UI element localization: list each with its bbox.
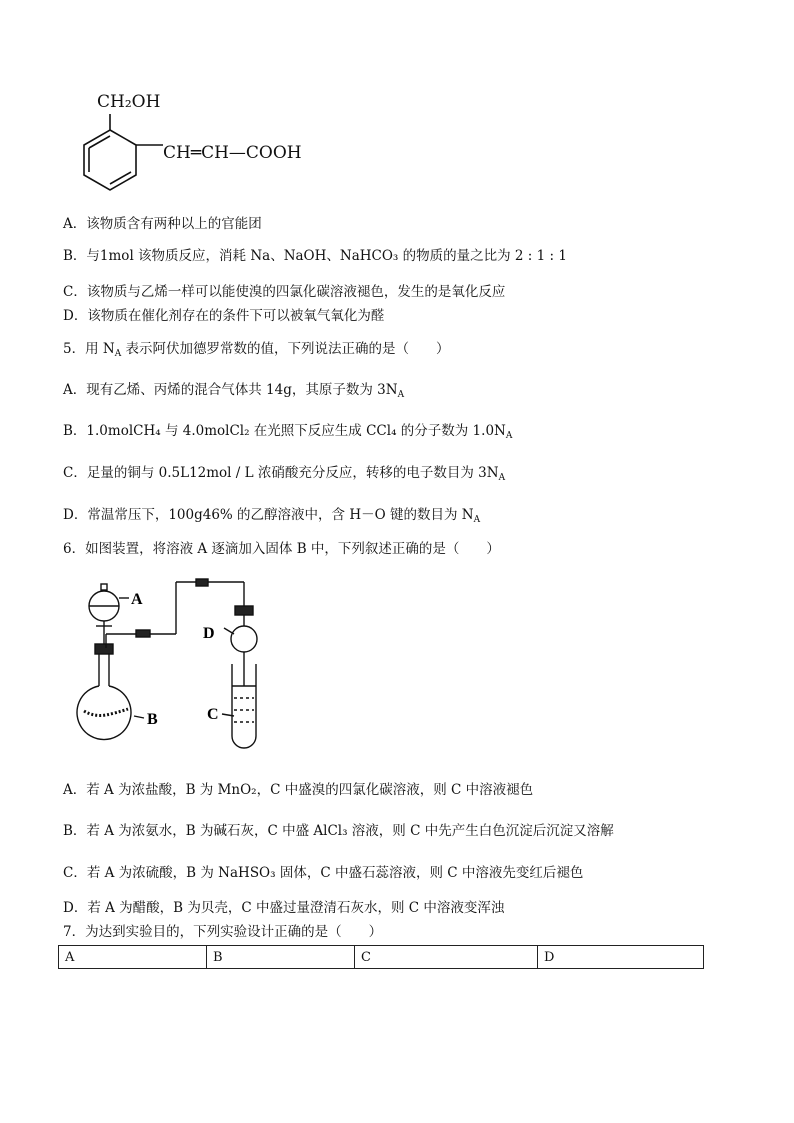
- q7-answer-table: [58, 945, 704, 969]
- q5-option-a: A．现有乙烯、丙烯的混合气体共 14g，其原子数为 $3N_A$: [63, 382, 405, 400]
- q6-option-a: A．若 A 为浓盐酸，B 为 MnO₂，C 中盛溴的四氯化碳溶液，则 C 中溶液褪色: [63, 782, 534, 798]
- q6-option-d: D．若 A 为醋酸，B 为贝壳，C 中盛过量澄清石灰水，则 C 中溶液变浑浊: [63, 900, 505, 916]
- table-header-b: B: [207, 946, 355, 969]
- q5-option-c: C．足量的铜与 0.5L12mol / L 浓硝酸充分反应，转移的电子数目为 $3N_A$: [63, 465, 506, 483]
- q4-option-b: B．与1mol 该物质反应，消耗 Na、NaOH、NaHCO₃ 的物质的量之比为 2 : 1 : 1: [63, 248, 567, 264]
- q4-option-d: D．该物质在催化剂存在的条件下可以被氧气氧化为醛: [63, 308, 385, 324]
- table-header-a: A: [59, 946, 207, 969]
- q5-stem: 5．用 $N_A$ 表示阿伏加德罗常数的值，下列说法正确的是（ ）: [63, 341, 450, 359]
- table-header-c: C: [355, 946, 538, 969]
- apparatus-label-a: A: [131, 591, 143, 608]
- apparatus-label-d: D: [203, 625, 215, 642]
- molecule-side-chain: CH═CH—COOH: [163, 143, 302, 163]
- apparatus-label-c: C: [207, 706, 219, 723]
- apparatus-diagram: [74, 576, 274, 751]
- q6-stem: 6．如图装置，将溶液 A 逐滴加入固体 B 中，下列叙述正确的是（ ）: [63, 541, 500, 557]
- table-header-d: D: [538, 946, 704, 969]
- q4-option-c: C．该物质与乙烯一样可以能使溴的四氯化碳溶液褪色，发生的是氧化反应: [63, 284, 506, 300]
- q6-option-b: B．若 A 为浓氨水，B 为碱石灰，C 中盛 AlCl₃ 溶液，则 C 中先产生白色沉淀后沉淀又溶解: [63, 823, 614, 839]
- q6-option-c: C．若 A 为浓硫酸，B 为 NaHSO₃ 固体，C 中盛石蕊溶液，则 C 中溶液先变红后褪色: [63, 865, 584, 881]
- q5-option-d: D．常温常压下，100g46% 的乙醇溶液中，含 H－O 键的数目为 $N_A$: [63, 507, 481, 525]
- benzene-ring-structure: [60, 112, 170, 202]
- q5-option-b: B．1.0molCH₄ 与 4.0molCl₂ 在光照下反应生成 CCl₄ 的分子数为 $1.0N_A$: [63, 423, 513, 441]
- apparatus-label-b: B: [147, 711, 158, 728]
- table-row: [59, 946, 704, 969]
- q7-stem: 7．为达到实验目的，下列实验设计正确的是（ ）: [63, 924, 383, 940]
- molecule-substituent-top: CH₂OH: [97, 92, 161, 112]
- q4-option-a: A．该物质含有两种以上的官能团: [63, 216, 262, 232]
